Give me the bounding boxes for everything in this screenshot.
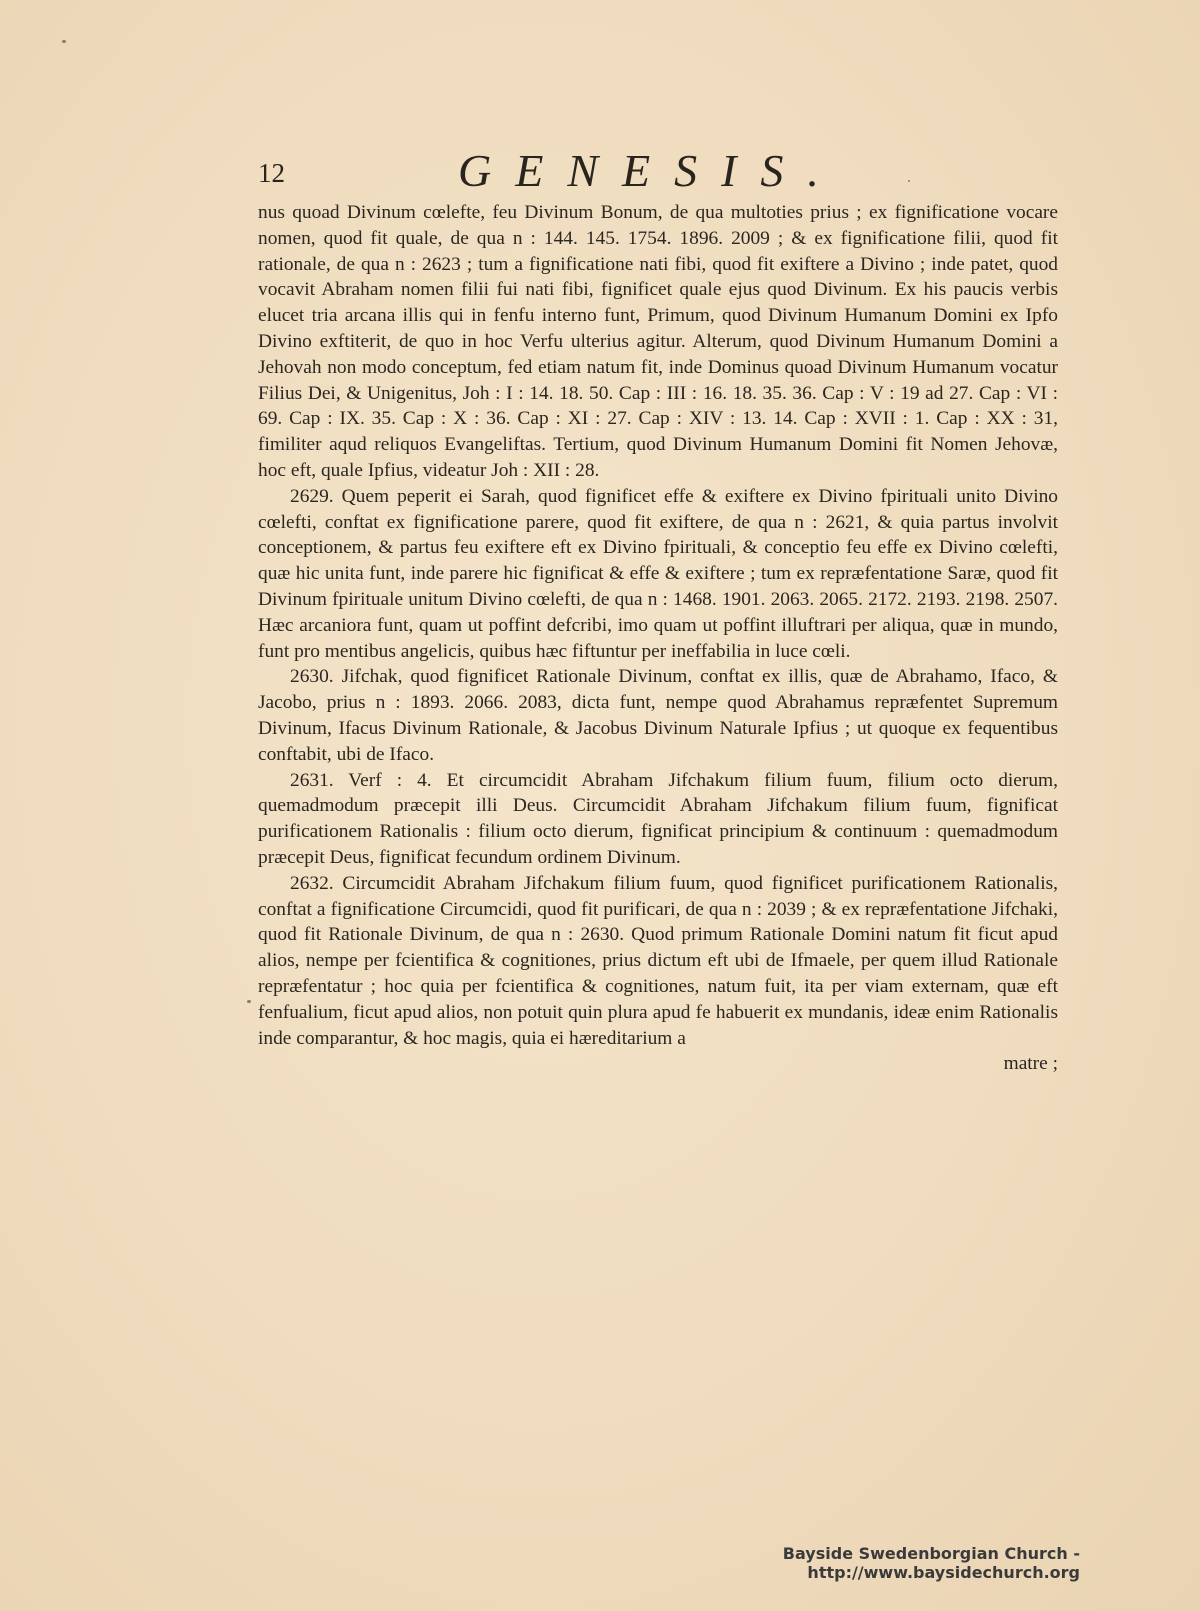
catchword: matre ; [1003, 1053, 1058, 1075]
watermark-credit: Bayside Swedenborgian Church - http://www.baysidechurch.org [782, 1544, 1080, 1582]
paragraph-2632: 2632. Circumcidit Abraham Jifchakum filium fuum, quod fignificet purificationem Rationalis, conftat a fignificatione Circumcidi, quod fit purificari, de qua n : 2039 ; & ex repræfentatione Jifchaki, quod fit Rationale Divinum, de qua n : 2630. Quod primum Rationale Domini natum fit ficut apud alios, nempe per fcientifica & cognitiones, prius dictum eft ubi de Ifmaele, per quem illud Rationale repræfentatur ; hoc quia per fcientifica & cognitiones, natum fuit, ita per viam externam, quæ eft fenfualium, ficut apud alios, non potuit quin plura apud fe habuerit ex mundanis, ideæ enim Rationalis inde comparantur, & hoc magis, quia ei hæreditarium a [258, 872, 1058, 1049]
paragraph-2630: 2630. Jifchak, quod fignificet Rationale Divinum, conftat ex illis, quæ de Abrahamo, Ifaco, & Jacobo, prius n : 1893. 2066. 2083, dicta funt, nempe quod Abrahamus repræfentet Supremum Divinum, Ifacus Divinum Rationale, & Jacobus Divinum Naturale Ipfius ; ut quoque ex fequentibus conftabit, ubi de Ifaco. [258, 666, 1058, 765]
page-header [258, 144, 1088, 194]
page-number: 12 [258, 158, 285, 188]
paragraph-2631: 2631. Verf : 4. Et circumcidit Abraham Jifchakum filium fuum, filium octo dierum, quemadmodum præcepit illi Deus. Circumcidit Abraham Jifchakum filium fuum, fignificat purificationem Rationalis : filium octo dierum, fignificat principium & continuum : quemadmodum præcepit Deus, fignificat fecundum ordinem Divinum. [258, 769, 1058, 868]
paper-speck [247, 1000, 251, 1003]
body-text [258, 200, 1058, 1077]
paragraph-2629: 2629. Quem peperit ei Sarah, quod fignificet effe & exiftere ex Divino fpirituali unito Divino cœlefti, conftat ex fignificatione parere, quod fit exiftere, de qua n : 2621, & quia partus involvit conceptionem, & partus feu exiftere eft ex Divino fpirituali, & conceptio feu effe ex Divino cœlefti, quæ hic unita funt, inde parere hic fignificat & effe & exiftere ; tum ex repræfentatione Saræ, quod fit Divinum fpirituale unitum Divino cœlefti, de qua n : 1468. 1901. 2063. 2065. 2172. 2193. 2198. 2507. Hæc arcaniora funt, quam ut poffint defcribi, imo quam ut poffint illuftrari per aliqua, quæ in mundo, funt pro mentibus angelicis, quibus hæc fiftuntur per ineffabilia in luce cœli. [258, 485, 1058, 662]
paragraph-continuation: nus quoad Divinum cœlefte, feu Divinum Bonum, de qua multoties prius ; ex fignificatione vocare nomen, quod fit quale, de qua n : 144. 145. 1754. 1896. 2009 ; & ex fignificatione filii, quod fit rationale, de qua n : 2623 ; tum a fignificatione nati fibi, quod fit exiftere a Divino ; inde patet, quod vocavit Abraham nomen filii fui nati fibi, fignificet quale ejus quod Divinum. Ex his paucis verbis elucet tria arcana illis qui in fenfu interno funt, Primum, quod Divinum Humanum Domini ex Ipfo Divino exftiterit, de quo in hoc Verfu ulterius agitur. Alterum, quod Divinum Humanum Domini a Jehovah non modo conceptum, fed etiam natum fit, inde Dominus quoad Divinum Humanum vocatur Filius Dei, & Unigenitus, Joh : I : 14. 18. 50. Cap : III : 16. 18. 35. 36. Cap : V : 19 ad 27. Cap : VI : 69. Cap : IX. 35. Cap : X : 36. Cap : XI : 27. Cap : XIV : 13. 14. Cap : XVII : 1. Cap : XX : 31, fimiliter aqud reliquos Evangeliftas. Tertium, quod Divinum Humanum Domini fit Nomen Jehovæ, hoc eft, quale Ipfius, videatur Joh : XII : 28. [258, 202, 1058, 481]
running-title: GENESIS. [458, 145, 843, 196]
paper-speck [62, 40, 66, 43]
